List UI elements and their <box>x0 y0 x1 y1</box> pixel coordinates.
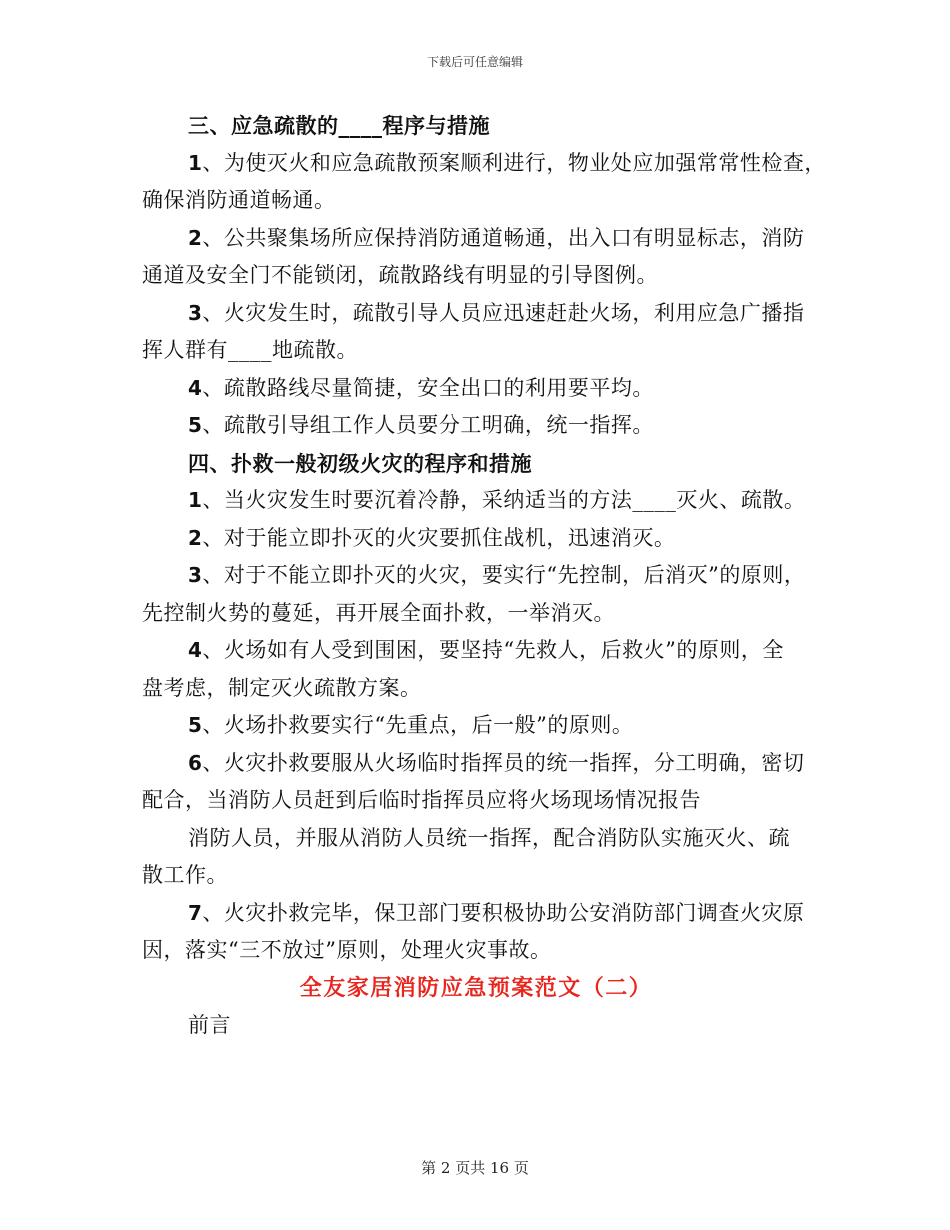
continuation-line: 散工作。 <box>142 863 228 887</box>
item-text: 、疏散引导组工作人员要分工明确，统一指挥。 <box>202 413 654 437</box>
list-item-line: 通道及安全门不能锁闭，疏散路线有明显的引导图例。 <box>142 263 658 287</box>
item-text: 、公共聚集场所应保持消防通道畅通，出入口有明显标志，消防 <box>202 225 805 250</box>
item-number: 3 <box>188 300 203 325</box>
item-text: 、火场扑救要实行“先重点，后一般”的原则。 <box>202 713 634 737</box>
list-item-line <box>142 295 814 333</box>
section-heading: 三、应急疏散的____程序与措施 <box>188 113 490 138</box>
list-item-line <box>142 220 814 258</box>
item-number: 1 <box>188 488 203 512</box>
item-text: 、火灾扑救要服从火场临时指挥员的统一指挥，分工明确，密切 <box>202 750 805 775</box>
list-item-line: 盘考虑，制定灭火疏散方案。 <box>142 675 422 700</box>
preface-heading: 前言 <box>188 1013 231 1037</box>
list-item-line <box>142 557 814 595</box>
list-item-line: 先控制火势的蔓延，再开展全面扑救，一举消灭。 <box>142 600 615 625</box>
item-text: 、对于不能立即扑灭的火灾，要实行“先控制，后消灭”的原则， <box>202 563 806 587</box>
list-item-line: 因，落实“三不放过”原则，处理火灾事故。 <box>142 938 552 962</box>
item-number: 7 <box>188 900 203 925</box>
item-number: 3 <box>188 563 203 587</box>
list-item-line <box>142 482 814 520</box>
item-text: 、火场如有人受到围困，要坚持“先救人，后救火”的原则，全 <box>202 638 784 662</box>
list-item-line <box>142 632 814 670</box>
list-item-line <box>142 370 814 408</box>
document-title: 全友家居消防应急预案范文（二） <box>299 974 653 1001</box>
section-heading: 四、扑救一般初级火灾的程序和措施 <box>188 450 532 476</box>
continuation-line: 消防人员，并服从消防人员统一指挥，配合消防队实施灭火、疏 <box>188 825 790 850</box>
page-footer: 第 2 页共 16 页 <box>421 1159 529 1177</box>
list-item-line <box>142 745 814 783</box>
item-number: 4 <box>188 638 203 662</box>
document-body <box>142 107 826 1045</box>
item-text: 、火灾发生时，疏散引导人员应迅速赶赴火场，利用应急广播指 <box>202 300 805 325</box>
item-number: 5 <box>188 713 203 737</box>
list-item-line <box>142 145 826 183</box>
item-number: 2 <box>188 225 203 250</box>
list-item-line <box>142 407 814 445</box>
item-text: 、火灾扑救完毕，保卫部门要积极协助公安消防部门调查火灾原 <box>202 900 805 925</box>
item-number: 4 <box>188 375 203 400</box>
list-item-line <box>142 707 814 745</box>
page-header-note: 下载后可任意编辑 <box>426 55 523 69</box>
item-number: 1 <box>188 150 203 175</box>
list-item-line: 确保消防通道畅通。 <box>142 188 336 212</box>
list-item-line: 配合，当消防人员赶到后临时指挥员应将火场现场情况报告 <box>142 788 701 812</box>
item-number: 2 <box>188 525 203 550</box>
item-text: 、当火灾发生时要沉着冷静，采纳适当的方法____灭火、疏散。 <box>202 488 806 512</box>
item-number: 6 <box>188 750 203 775</box>
item-text: 、对于能立即扑灭的火灾要抓住战机，迅速消灭。 <box>202 525 676 550</box>
item-text: 、疏散路线尽量简捷，安全出口的利用要平均。 <box>202 375 654 400</box>
list-item-line <box>142 895 814 933</box>
list-item-line <box>142 520 814 558</box>
list-item-line: 挥人群有____地疏散。 <box>142 338 358 362</box>
item-text: 、为使灭火和应急疏散预案顺利进行，物业处应加强常常性检查， <box>202 150 826 175</box>
item-number: 5 <box>188 413 203 437</box>
